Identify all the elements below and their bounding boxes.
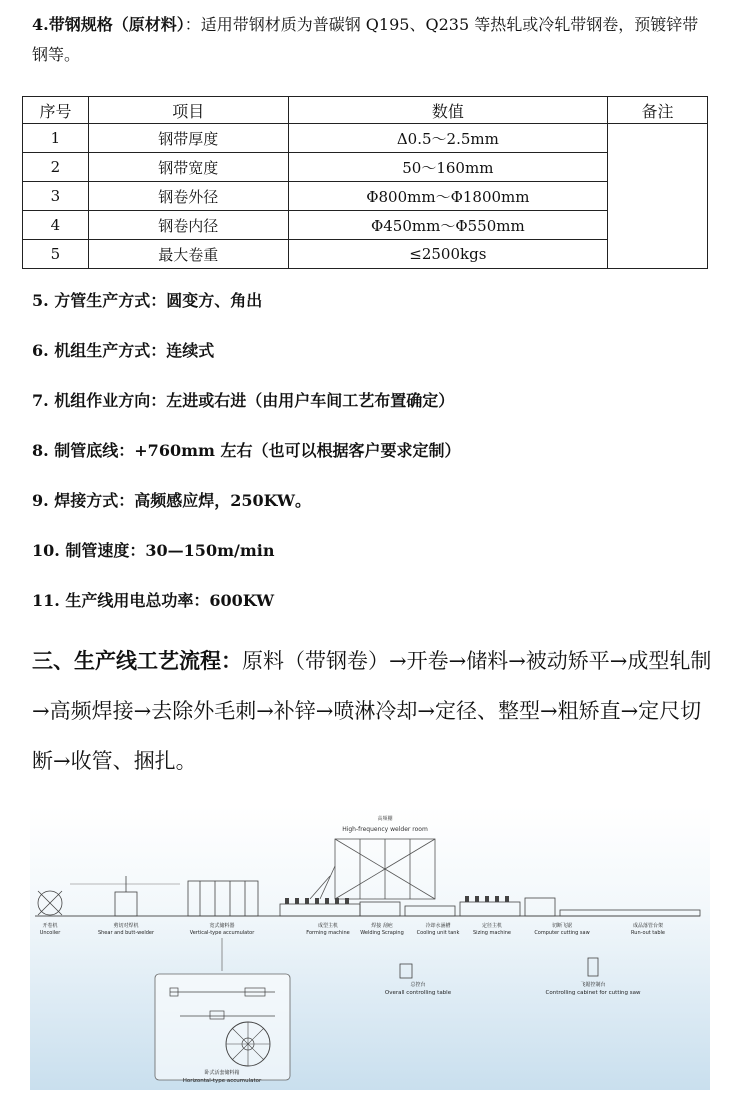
table-row — [23, 153, 708, 182]
horizontal-cn: 卧式活套储料箱 — [204, 1070, 240, 1076]
station-en: Cooling unit tank — [416, 930, 460, 936]
row-value: Δ0.5～2.5mm — [288, 124, 608, 153]
station-en: Vertical-type accumulator — [189, 930, 255, 936]
row-value: ≤2500kgs — [288, 240, 608, 269]
station-en: Computer cutting saw — [534, 930, 590, 936]
station-en: Shear and butt-welder — [97, 930, 155, 936]
section-4-title: 4.带钢规格（原材料） — [32, 15, 185, 34]
row-item: 钢带厚度 — [88, 124, 288, 153]
table-row — [23, 211, 708, 240]
item-6: 6. 机组生产方式：连续式 — [32, 341, 215, 360]
station-cn: 宽式储料器 — [209, 923, 235, 929]
diagram-background — [30, 806, 710, 1090]
header-item: 项目 — [88, 97, 288, 124]
item-11: 11. 生产线用电总功率：600KW — [32, 591, 275, 610]
row-no: 5 — [23, 240, 89, 269]
production-line-diagram — [30, 806, 710, 1090]
station-cn: 开卷机 — [42, 923, 58, 929]
row-item: 钢卷内径 — [88, 211, 288, 240]
table-header-row — [23, 97, 708, 124]
overall-en: Overall controlling table — [384, 990, 452, 996]
header-value: 数值 — [288, 97, 608, 124]
row-no: 4 — [23, 211, 89, 240]
section-4-text: ：适用带钢材质为普碳钢 Q195、Q235 等热轧或冷轧带钢卷，预镀锌带钢等。 — [32, 15, 699, 64]
item-9: 9. 焊接方式：高频感应焊，250KW。 — [32, 491, 311, 510]
header-remark: 备注 — [608, 97, 708, 124]
process-title: 三、生产线工艺流程： — [32, 648, 242, 673]
station-cn: 切断飞锯 — [551, 923, 573, 929]
horizontal-en: Horizontal-type accumulator — [182, 1078, 262, 1084]
row-item: 最大卷重 — [88, 240, 288, 269]
row-value: 50～160mm — [288, 153, 608, 182]
station-cn: 焊接 刮疤 — [371, 923, 393, 929]
header-no: 序号 — [23, 97, 89, 124]
saw-cabinet-en: Controlling cabinet for cutting saw — [545, 990, 641, 996]
item-7: 7. 机组作业方向：左进或右进（由用户车间工艺布置确定） — [32, 391, 455, 410]
remark-cell — [608, 124, 708, 269]
overall-cn: 总控台 — [410, 982, 426, 988]
station-cn: 成品落管台架 — [632, 923, 664, 929]
table-row — [23, 240, 708, 269]
welder-room-cn: 高频棚 — [377, 816, 393, 822]
table-row — [23, 124, 708, 153]
station-en: Sizing machine — [473, 930, 511, 936]
station-cn: 定径主机 — [481, 923, 503, 929]
row-value: Φ450mm～Φ550mm — [288, 211, 608, 240]
spec-table — [22, 96, 708, 269]
station-cn: 冷却水涵槽 — [425, 923, 451, 929]
saw-cabinet-cn: 飞锯控制台 — [580, 982, 606, 988]
row-value: Φ800mm～Φ1800mm — [288, 182, 608, 211]
station-en: Welding Scraping — [360, 930, 404, 936]
item-8: 8. 制管底线：+760mm 左右（也可以根据客户要求定制） — [32, 441, 461, 460]
station-en: Run-out table — [631, 930, 665, 936]
table-row — [23, 182, 708, 211]
item-10: 10. 制管速度：30—150m/min — [32, 541, 275, 560]
station-cn: 成型主机 — [317, 923, 339, 929]
station-cn: 剪切对焊机 — [113, 923, 139, 929]
welder-room-en: High-frequency welder room — [342, 826, 428, 833]
station-en: Uncoiler — [39, 930, 61, 936]
row-no: 3 — [23, 182, 89, 211]
row-no: 2 — [23, 153, 89, 182]
row-no: 1 — [23, 124, 89, 153]
horizontal-accumulator — [155, 974, 290, 1080]
process-text: 原料（带钢卷）→开卷→储料→被动矫平→成型轧制→高频焊接→去除外毛刺→补锌→喷淋冷却→定径、整型→粗矫直→定尺切断→收管、捆扎。 — [32, 649, 712, 773]
row-item: 钢卷外径 — [88, 182, 288, 211]
row-item: 钢带宽度 — [88, 153, 288, 182]
process-flow — [32, 636, 712, 786]
section-4 — [32, 10, 702, 70]
item-5: 5. 方管生产方式：圆变方、角出 — [32, 291, 263, 310]
station-en: Forming machine — [306, 930, 350, 936]
